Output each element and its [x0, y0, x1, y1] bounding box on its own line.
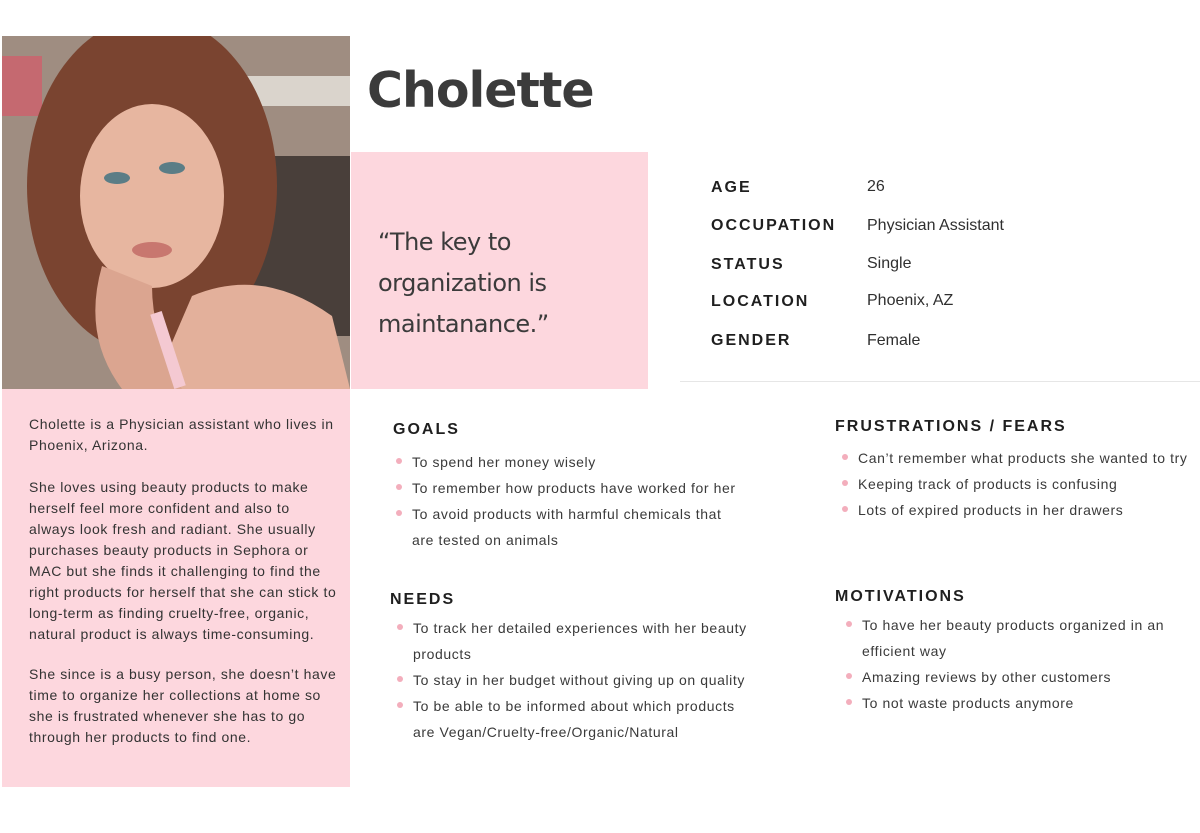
list-item: To be able to be informed about which products are Vegan/Cruelty-free/Organic/Natural — [397, 693, 757, 745]
profile-label-occupation: OCCUPATION — [711, 217, 837, 234]
motivations-title: MOTIVATIONS — [835, 588, 966, 605]
profile-value-gender: Female — [867, 332, 921, 349]
bullet-icon — [842, 480, 848, 486]
list-item: To remember how products have worked for her — [396, 475, 746, 501]
bullet-icon — [396, 484, 402, 490]
list-item: Lots of expired products in her drawers — [842, 497, 1192, 523]
persona-quote: “The key to organization is maintanance.” — [378, 228, 549, 338]
goals-list — [396, 449, 746, 553]
needs-list — [397, 615, 757, 745]
profile-divider — [680, 381, 1200, 382]
list-item: To not waste products anymore — [846, 690, 1181, 716]
bullet-icon — [846, 699, 852, 705]
list-item: Amazing reviews by other customers — [846, 664, 1181, 690]
bio-paragraph: She loves using beauty products to make herself feel more confident and also to always look fresh and radiant. She usually purchases beauty products in Sephora or MAC but she finds it challenging to find the right products for herself that she can stick to long-term as finding cruelty-free, organic, natural product is always time-consuming. — [29, 479, 337, 642]
list-item: To track her detailed experiences with her beauty products — [397, 615, 757, 667]
profile-value-location: Phoenix, AZ — [867, 292, 954, 309]
list-item: To stay in her budget without giving up on quality — [397, 667, 757, 693]
bullet-icon — [397, 676, 403, 682]
needs-title: NEEDS — [390, 591, 456, 608]
bullet-icon — [842, 454, 848, 460]
profile-label-gender: GENDER — [711, 332, 792, 349]
bullet-icon — [396, 510, 402, 516]
frustrations-title: FRUSTRATIONS / FEARS — [835, 418, 1067, 435]
bullet-icon — [396, 458, 402, 464]
profile-value-age: 26 — [867, 178, 885, 195]
list-item: Can’t remember what products she wanted to try — [842, 445, 1192, 471]
bio-paragraph: Cholette is a Physician assistant who lives in Phoenix, Arizona. — [29, 416, 334, 453]
goals-title: GOALS — [393, 421, 460, 438]
persona-name: Cholette — [367, 62, 594, 119]
profile-label-location: LOCATION — [711, 293, 810, 310]
list-item: To have her beauty products organized in an efficient way — [846, 612, 1181, 664]
motivations-list — [846, 612, 1181, 716]
bullet-icon — [846, 673, 852, 679]
portrait-photo-icon — [2, 36, 350, 389]
profile-label-status: STATUS — [711, 256, 785, 273]
list-item: To avoid products with harmful chemicals that are tested on animals — [396, 501, 746, 553]
profile-value-occupation: Physician Assistant — [867, 217, 1004, 234]
profile-value-status: Single — [867, 255, 912, 272]
list-item: Keeping track of products is confusing — [842, 471, 1192, 497]
bullet-icon — [397, 624, 403, 630]
profile-label-age: AGE — [711, 179, 752, 196]
list-item: To spend her money wisely — [396, 449, 746, 475]
bullet-icon — [842, 506, 848, 512]
persona-photo — [2, 36, 350, 389]
frustrations-list — [842, 445, 1192, 523]
bullet-icon — [846, 621, 852, 627]
bullet-icon — [397, 702, 403, 708]
bio-paragraph: She since is a busy person, she doesn’t have time to organize her collections at home so she is frustrated whenever she has to go through her products to find one. — [29, 666, 337, 745]
